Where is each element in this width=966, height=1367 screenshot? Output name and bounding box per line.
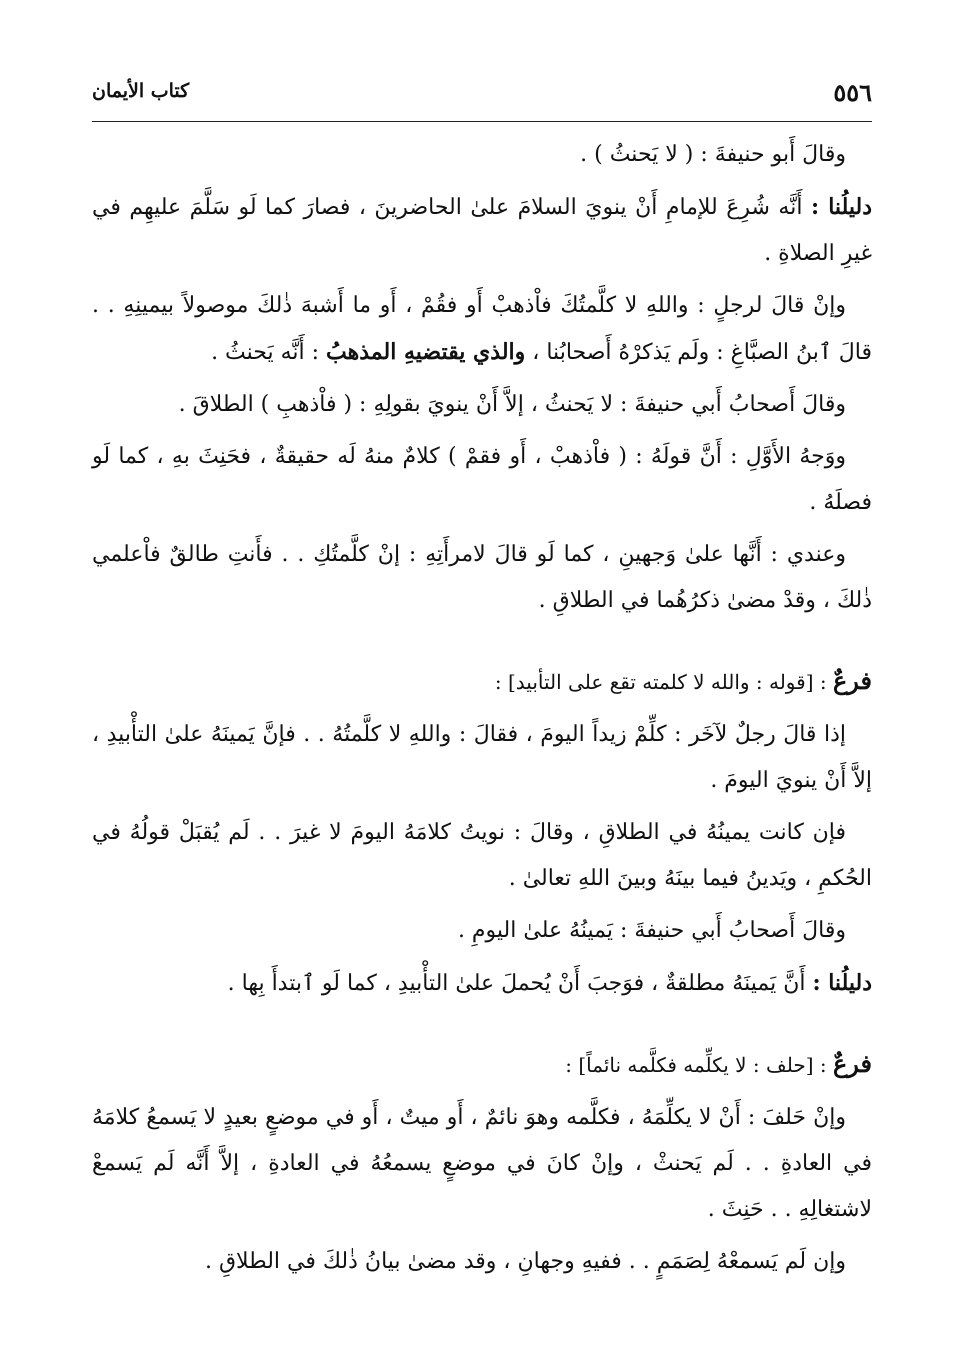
paragraph-text: وقالَ أَصحابُ أَبي حنيفةَ : لا يَحنثُ ، إلاَّ أَنْ ينويَ بقولِهِ : ( فاْذهبِ ) الطلاقَ .: [178, 392, 846, 417]
branch-title: : [حلف : لا يكلِّمه فكلَّمه نائماً] :: [565, 1053, 833, 1077]
paragraph: [92, 434, 872, 526]
paragraph-text: فإن كانت يمينُهُ في الطلاقِ ، وقالَ : نويتُ كلامَهُ اليومَ لا غيرَ . . لَم يُقبَلْ قولُهُ في الحُكمِ ، ويَدينُ فيما بينَهُ وبينَ اللهِ تعالىٰ .: [92, 820, 872, 891]
bold-phrase: والذي يقتضيهِ المذهبُ: [326, 339, 526, 365]
branch-title: : [قوله : والله لا كلمته تقع على التأبيد] :: [494, 670, 833, 694]
paragraph: [92, 960, 872, 1007]
paragraph: [92, 1239, 872, 1285]
paragraph-text: وإن لَم يَسمعْهُ لِصَمَمٍ . . ففيهِ وجهانِ ، وقد مضىٰ بيانُ ذٰلكَ في الطلاقِ .: [205, 1249, 846, 1274]
page-number: ٥٥٦: [833, 78, 872, 107]
paragraph: [92, 1095, 872, 1233]
paragraph-text: وعندي : أَنَّها علىٰ وَجهينِ ، كما لَو قالَ لامرأَتِهِ : إنْ كلَّمتُكِ . . فأَنتِ طالقٌ فاْعلمي ذٰلكَ ، وقدْ مضىٰ ذكرُهُما في الطلاقِ .: [92, 542, 872, 613]
paragraph: [92, 382, 872, 428]
evidence-lead: دليلُنا :: [812, 970, 872, 996]
paragraph: [92, 532, 872, 624]
running-title: كتاب الأيمان: [92, 80, 190, 102]
paragraph: [92, 908, 872, 954]
paragraph: [92, 712, 872, 804]
page-header: [92, 78, 872, 112]
page-body: [92, 132, 872, 1291]
paragraph-text: أَنَّ يَمينَهُ مطلقةٌ ، فوَجبَ أَنْ يُحملَ علىٰ التأْبيدِ ، كما لَو ٱبتدأَ بِها .: [227, 971, 813, 996]
paragraph-text: إذا قالَ رجلٌ لآخَر : كلِّمْ زيداً اليومَ ، فقالَ : واللهِ لا كلَّمتُهُ . . فإنَّ يَمينَهُ علىٰ التأْبيدِ ، إلاَّ أَنْ ينويَ اليومَ .: [92, 722, 872, 793]
paragraph-text: ووَجهُ الأَوَّلِ : أَنَّ قولَهُ : ( فاْذهبْ ، أَو فقمْ ) كلامٌ منهُ لَه حقيقةٌ ، فحَنِثَ بهِ ، كما لَو فصلَهُ .: [92, 444, 872, 515]
paragraph-text: وقالَ أَصحابُ أَبي حنيفةَ : يَمينُهُ علىٰ اليومِ .: [457, 918, 846, 943]
paragraph: [92, 132, 872, 178]
branch-heading: [92, 1041, 872, 1089]
paragraph-text: : أَنَّه يَحنثُ .: [211, 340, 327, 365]
paragraph-text: وقالَ أَبو حنيفةَ : ( لا يَحنثُ ) .: [580, 142, 846, 167]
branch-heading: [92, 658, 872, 706]
paragraph-text: أَنَّه شُرِعَ للإمامِ أَنْ ينويَ السلامَ علىٰ الحاضرينَ ، فصارَ كما لَو سَلَّمَ عليهِم في غيرِ الصلاةِ .: [92, 195, 872, 266]
paragraph: [92, 810, 872, 902]
paragraph: [92, 184, 872, 277]
paragraph-text: وإنْ حَلفَ : أَنْ لا يكلِّمَهُ ، فكلَّمه وهوَ نائمٌ ، أَو ميتٌ ، أَو في موضعٍ بعيدٍ لا يَسمعُ كلامَهُ في العادةِ . . لَم يَحنثْ ، وإنْ كانَ في موضعٍ يسمعُهُ في العادةِ ، إلاَّ أَنَّه لَم يَسمعْ لاشتغالِهِ . . حَنِثَ .: [92, 1105, 873, 1222]
header-rule: [92, 121, 872, 122]
branch-label: فرعٌ: [832, 666, 872, 695]
paragraph-text: وإنْ قالَ لرجلٍ : واللهِ لا كلَّمتُكَ فاْذهبْ أَو فقُمْ ، أَو ما أَشبهَ ذٰلكَ موصولاً بيمينِهِ . . قالَ ٱبنُ الصبَّاغِ : ولَم يَذكرْهُ أَصحابُنا ،: [92, 293, 872, 365]
evidence-lead: دليلُنا :: [810, 194, 872, 220]
paragraph: [92, 283, 872, 376]
branch-label: فرعٌ: [832, 1049, 872, 1078]
